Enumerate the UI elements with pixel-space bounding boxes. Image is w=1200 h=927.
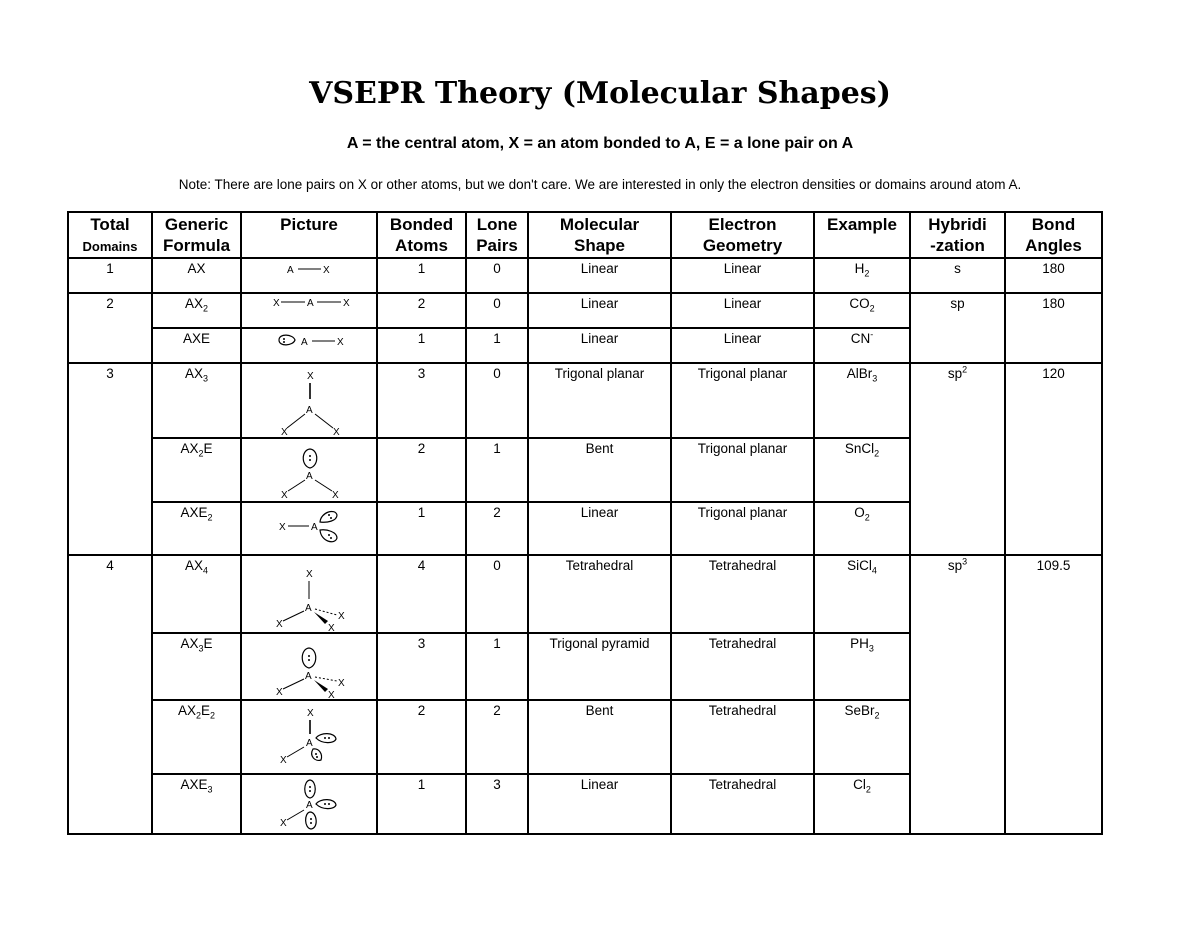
hybridization-cell: sp (910, 293, 1005, 363)
ax-structure-diagram (243, 260, 375, 290)
molecular-shape-cell: Linear (528, 502, 671, 555)
svg-text:X: X (323, 265, 330, 276)
example-cell: SeBr$_2$ (814, 700, 910, 774)
molecular-shape-cell: Linear (528, 258, 671, 293)
lone-pairs-cell: 2 (466, 700, 528, 774)
bond-angle-cell: 180 (1005, 258, 1102, 293)
domains-cell: 4 (68, 555, 152, 834)
lone-pairs-cell: 2 (466, 502, 528, 555)
bonded-atoms-cell: 2 (377, 438, 466, 502)
vsepr-table (67, 211, 1103, 835)
svg-text:A: A (306, 405, 313, 416)
bonded-atoms-cell: 1 (377, 258, 466, 293)
header-row (68, 212, 1102, 258)
lone-pairs-cell: 0 (466, 363, 528, 438)
table-row (68, 293, 1102, 328)
lone-pairs-cell: 3 (466, 774, 528, 834)
bond-angle-cell: 120 (1005, 363, 1102, 555)
molecular-shape-cell: Bent (528, 438, 671, 502)
bonded-atoms-cell: 2 (377, 293, 466, 328)
formula-cell: $AXE_2$ (152, 502, 241, 555)
formula-cell: $AX_2$ (152, 293, 241, 328)
svg-text:X: X (307, 708, 314, 719)
electron-geometry-cell: Trigonal planar (671, 363, 814, 438)
svg-text:X: X (279, 522, 286, 533)
svg-text:X: X (338, 678, 345, 689)
molecular-shape-cell: Trigonal pyramid (528, 633, 671, 700)
picture-cell (241, 438, 377, 502)
electron-geometry-cell: Linear (671, 258, 814, 293)
domains-cell: 3 (68, 363, 152, 555)
example-cell: SiCl$_4$ (814, 555, 910, 633)
ax4-structure-diagram (243, 557, 375, 632)
electron-geometry-cell: Tetrahedral (671, 774, 814, 834)
electron-geometry-cell: Linear (671, 328, 814, 363)
bonded-atoms-cell: 2 (377, 700, 466, 774)
lone-pairs-cell: 1 (466, 328, 528, 363)
electron-geometry-cell: Tetrahedral (671, 633, 814, 700)
electron-geometry-cell: Linear (671, 293, 814, 328)
example-cell: SnCl$_2$ (814, 438, 910, 502)
molecular-shape-cell: Bent (528, 700, 671, 774)
formula-cell: $AX_2E$ (152, 438, 241, 502)
svg-text:A: A (305, 671, 312, 682)
svg-text:X: X (307, 371, 314, 382)
header-bond-angles: Bond Angles (1005, 212, 1102, 258)
molecular-shape-cell: Linear (528, 293, 671, 328)
formula-cell: $AX_3E$ (152, 633, 241, 700)
header-example: Example (814, 212, 910, 258)
ax3e-structure-diagram (243, 635, 375, 699)
hybridization-cell: s (910, 258, 1005, 293)
domains-cell: 2 (68, 293, 152, 363)
ax2e-structure-diagram (243, 440, 375, 501)
formula-cell: $AX_4$ (152, 555, 241, 633)
example-cell: $O_2$ (814, 502, 910, 555)
table-row (68, 363, 1102, 438)
picture-cell (241, 328, 377, 363)
picture-cell (241, 555, 377, 633)
svg-text:X: X (281, 427, 288, 437)
example-cell: $PH_3$ (814, 633, 910, 700)
header-hybridization: Hybridi -zation (910, 212, 1005, 258)
header-bonded-atoms: Bonded Atoms (377, 212, 466, 258)
bond-angle-cell: 109.5 (1005, 555, 1102, 834)
molecular-shape-cell: Linear (528, 774, 671, 834)
svg-text:A: A (307, 298, 314, 309)
header-lone-pairs: Lone Pairs (466, 212, 528, 258)
svg-text:A: A (306, 738, 313, 749)
table-row (68, 258, 1102, 293)
axe3-structure-diagram (243, 776, 375, 833)
electron-geometry-cell: Tetrahedral (671, 700, 814, 774)
svg-text:X: X (306, 569, 313, 580)
svg-text:A: A (287, 265, 294, 276)
ax2e2-structure-diagram (243, 702, 375, 773)
picture-cell (241, 774, 377, 834)
svg-text:X: X (328, 690, 335, 699)
svg-text:X: X (280, 755, 287, 766)
hybridization-cell: $sp^2$ (910, 363, 1005, 555)
svg-text:X: X (333, 427, 340, 437)
formula-cell: AX (152, 258, 241, 293)
svg-text:X: X (338, 611, 345, 622)
bonded-atoms-cell: 4 (377, 555, 466, 633)
example-cell: $CO_2$ (814, 293, 910, 328)
picture-cell (241, 700, 377, 774)
ax3-structure-diagram (243, 365, 375, 437)
example-cell: AlBr$_3$ (814, 363, 910, 438)
header-electron-geometry: Electron Geometry (671, 212, 814, 258)
header-picture: Picture (241, 212, 377, 258)
electron-geometry-cell: Trigonal planar (671, 438, 814, 502)
axe2-structure-diagram (243, 504, 375, 554)
lone-pairs-cell: 1 (466, 438, 528, 502)
lone-pairs-cell: 0 (466, 293, 528, 328)
svg-text:A: A (305, 603, 312, 614)
lone-pairs-cell: 0 (466, 555, 528, 633)
svg-text:X: X (273, 298, 280, 309)
svg-text:X: X (343, 298, 350, 309)
svg-text:X: X (328, 623, 335, 632)
molecular-shape-cell: Linear (528, 328, 671, 363)
formula-cell: $AX_2E_2$ (152, 700, 241, 774)
molecular-shape-cell: Trigonal planar (528, 363, 671, 438)
formula-cell: AXE (152, 328, 241, 363)
lone-pairs-cell: 1 (466, 633, 528, 700)
header-generic-formula: Generic Formula (152, 212, 241, 258)
domains-cell: 1 (68, 258, 152, 293)
molecular-shape-cell: Tetrahedral (528, 555, 671, 633)
bond-angle-cell: 180 (1005, 293, 1102, 363)
page-note: Note: There are lone pairs on X or other atoms, but we don't care. We are interested in only the electron densities or domains around atom A. (178, 177, 1022, 192)
bonded-atoms-cell: 1 (377, 502, 466, 555)
bonded-atoms-cell: 1 (377, 774, 466, 834)
ax2-structure-diagram (243, 295, 375, 325)
lone-pairs-cell: 0 (466, 258, 528, 293)
example-cell: CN- (814, 328, 910, 363)
formula-cell: $AXE_3$ (152, 774, 241, 834)
bonded-atoms-cell: 3 (377, 633, 466, 700)
bonded-atoms-cell: 3 (377, 363, 466, 438)
example-cell: $H_2$ (814, 258, 910, 293)
picture-cell (241, 633, 377, 700)
formula-cell: $AX_3$ (152, 363, 241, 438)
hybridization-cell: $sp^3$ (910, 555, 1005, 834)
header-molecular-shape: Molecular Shape (528, 212, 671, 258)
svg-text:X: X (276, 619, 283, 630)
picture-cell (241, 502, 377, 555)
picture-cell (241, 258, 377, 293)
picture-cell (241, 363, 377, 438)
electron-geometry-cell: Trigonal planar (671, 502, 814, 555)
example-cell: $Cl_2$ (814, 774, 910, 834)
header-total-domains: Total Domains (68, 212, 152, 258)
svg-text:A: A (301, 337, 308, 348)
svg-text:X: X (276, 687, 283, 698)
svg-text:A: A (311, 522, 318, 533)
svg-text:X: X (280, 818, 287, 829)
svg-text:X: X (337, 337, 344, 348)
picture-cell (241, 293, 377, 328)
page-title: VSEPR Theory (Molecular Shapes) (309, 76, 891, 111)
axe-structure-diagram (243, 330, 375, 360)
svg-text:X: X (332, 490, 339, 501)
svg-text:A: A (306, 800, 313, 811)
svg-text:A: A (306, 471, 313, 482)
table-row (68, 555, 1102, 633)
page-subtitle: A = the central atom, X = an atom bonded to A, E = a lone pair on A (346, 135, 854, 152)
electron-geometry-cell: Tetrahedral (671, 555, 814, 633)
bonded-atoms-cell: 1 (377, 328, 466, 363)
svg-text:X: X (281, 490, 288, 501)
